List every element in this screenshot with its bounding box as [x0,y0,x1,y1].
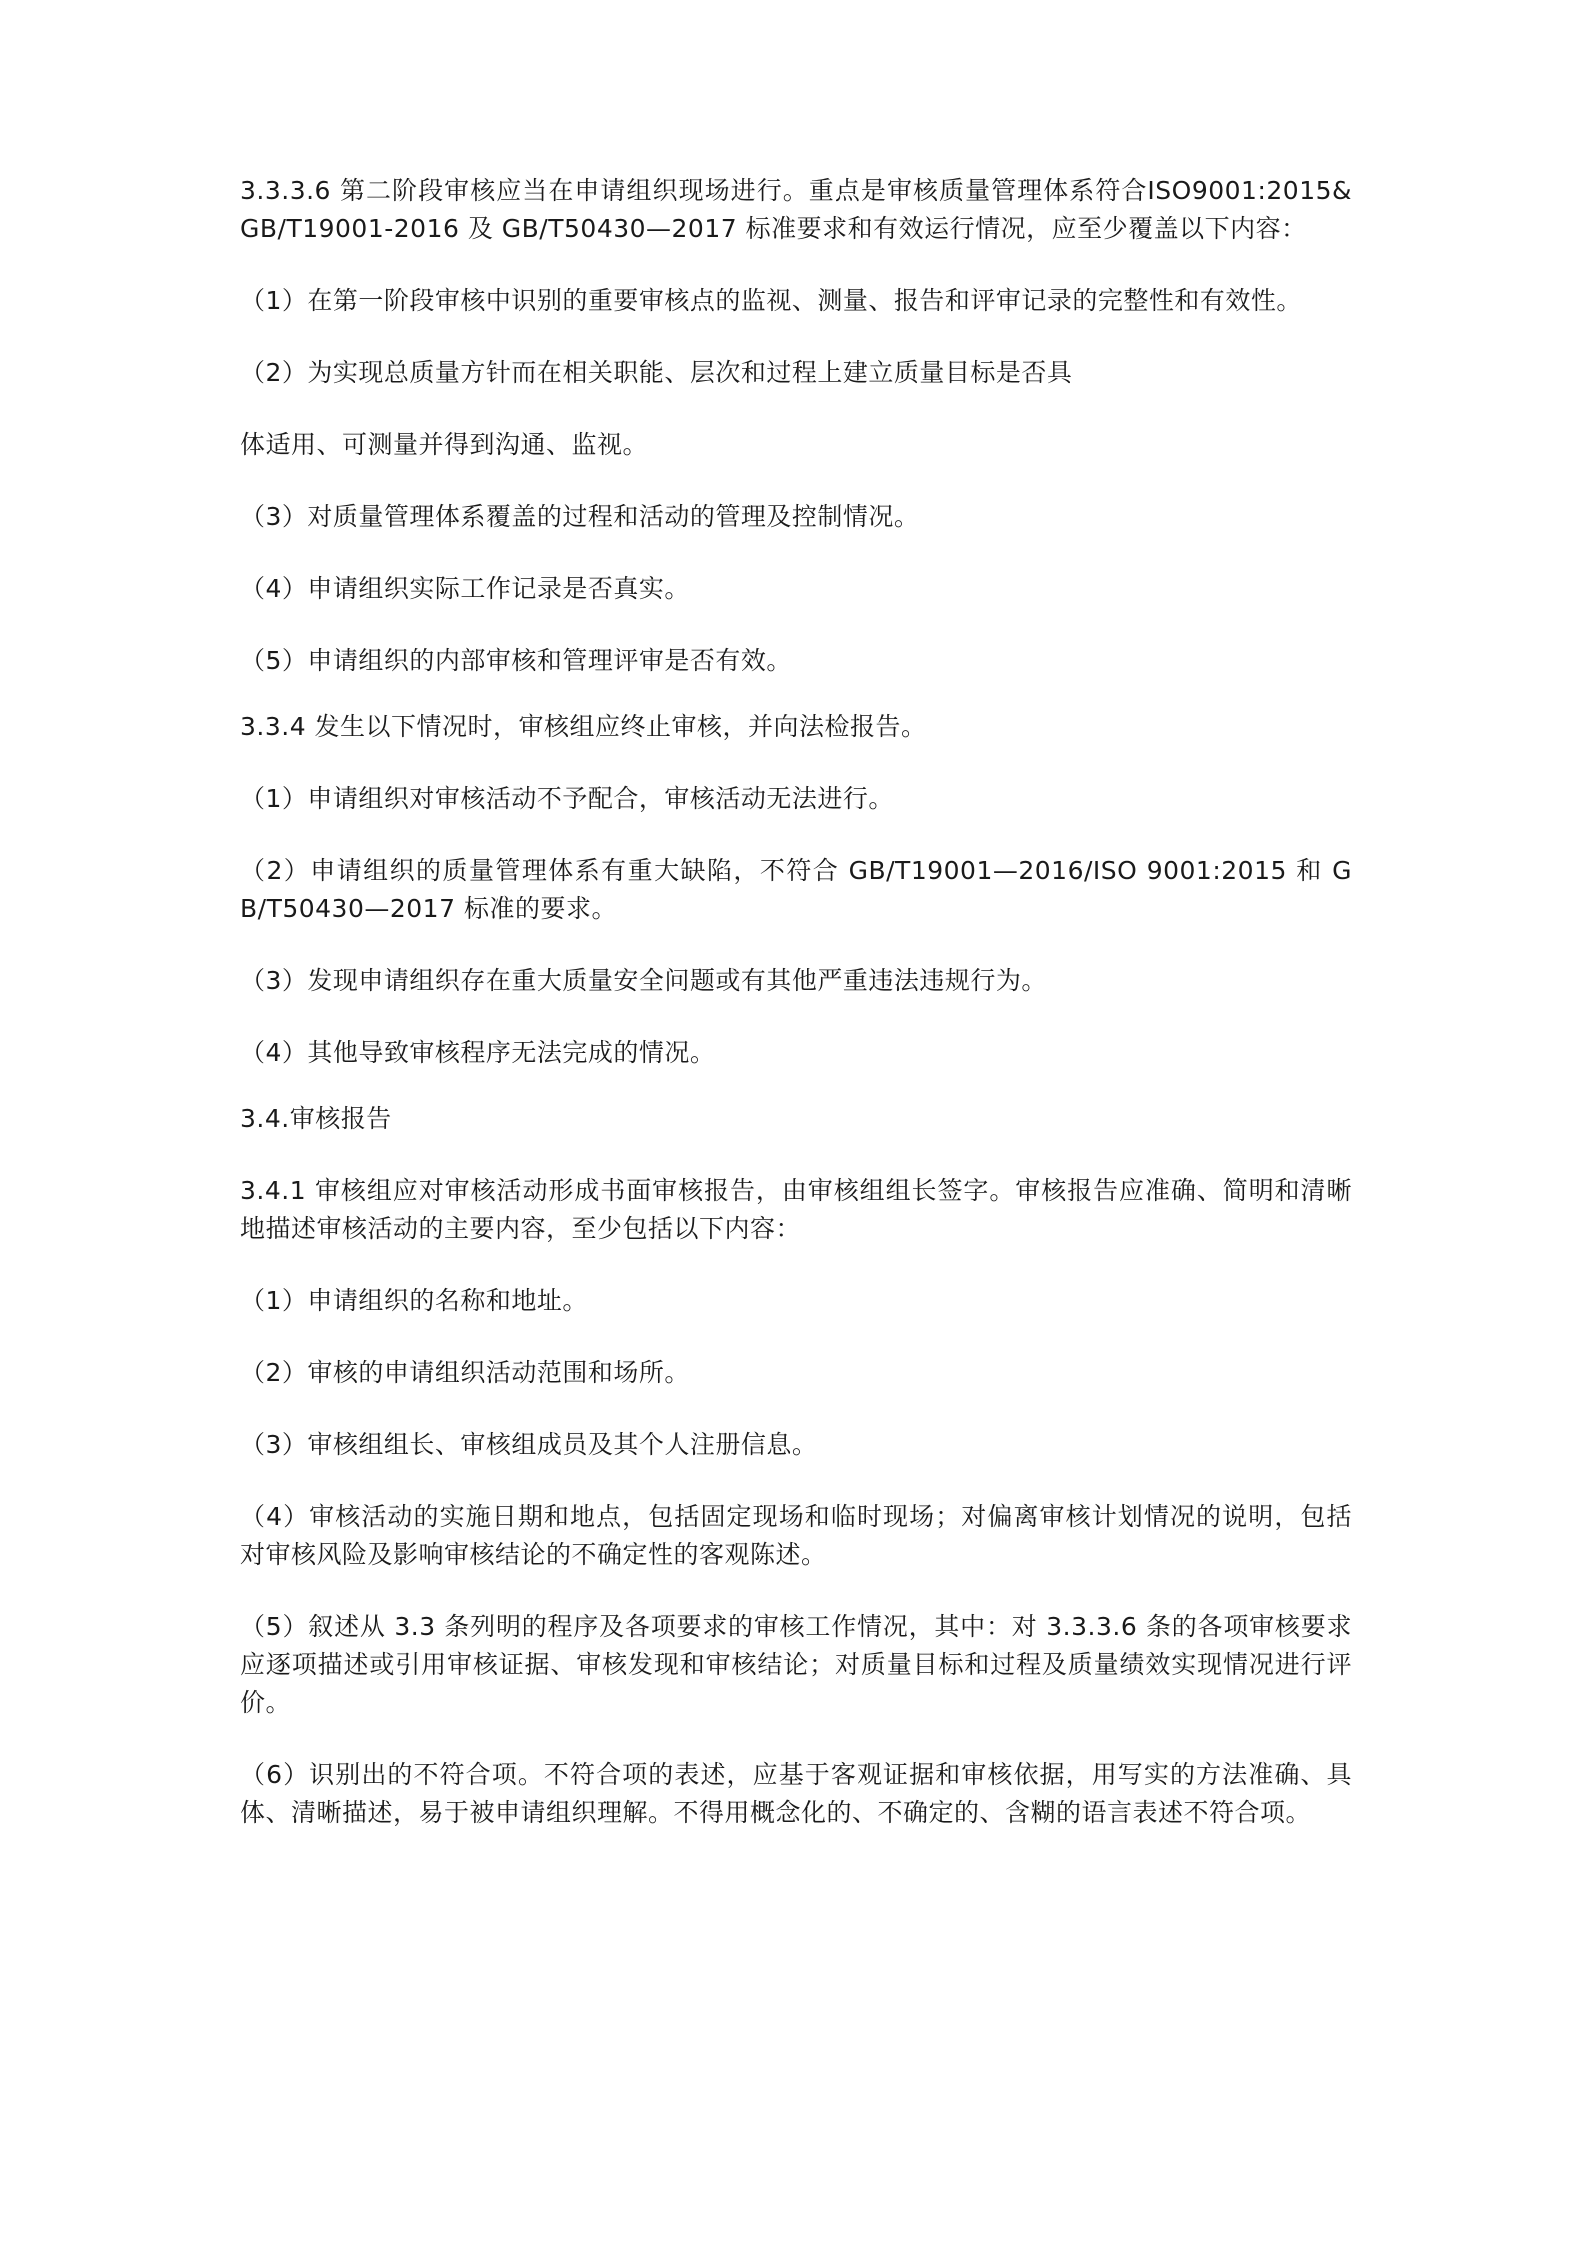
clause-3-3-3-6-item-3: （3）对质量管理体系覆盖的过程和活动的管理及控制情况。 [240,502,920,531]
clause-3-3-3-6-item-5: （5）申请组织的内部审核和管理评审是否有效。 [240,646,792,675]
section-heading-3-4: 3.4.审核报告 [240,1104,392,1133]
document-page [240,172,1352,1832]
clause-3-3-4-item-3: （3）发现申请组织存在重大质量安全问题或有其他严重违法违规行为。 [240,966,1047,995]
clause-3-4-1-item-2: （2）审核的申请组织活动范围和场所。 [240,1358,690,1387]
clause-3-4-1: 3.4.1 审核组应对审核活动形成书面审核报告，由审核组组长签字。审核报告应准确、简明和清晰地描述审核活动的主要内容，至少包括以下内容： [240,1176,1352,1243]
clause-3-4-1-item-1: （1）申请组织的名称和地址。 [240,1286,588,1315]
clause-3-3-3-6-item-4: （4）申请组织实际工作记录是否真实。 [240,574,690,603]
clause-3-3-4: 3.3.4 发生以下情况时，审核组应终止审核，并向法检报告。 [240,712,927,741]
clause-3-3-3-6-item-1: （1）在第一阶段审核中识别的重要审核点的监视、测量、报告和评审记录的完整性和有效性。 [240,286,1302,315]
clause-3-3-3-6: 3.3.3.6 第二阶段审核应当在申请组织现场进行。重点是审核质量管理体系符合ISO9001:2015&GB/T19001-2016 及 GB/T50430—2017 标准要求和有效运行情况，应至少覆盖以下内容： [240,176,1352,243]
clause-3-4-1-item-5: （5）叙述从 3.3 条列明的程序及各项要求的审核工作情况，其中：对 3.3.3.6 条的各项审核要求应逐项描述或引用审核证据、审核发现和审核结论；对质量目标和过程及质量绩效实现情况进行评价。 [240,1612,1352,1717]
clause-3-4-1-item-3: （3）审核组组长、审核组成员及其个人注册信息。 [240,1430,818,1459]
clause-3-4-1-item-4: （4）审核活动的实施日期和地点，包括固定现场和临时现场；对偏离审核计划情况的说明，包括对审核风险及影响审核结论的不确定性的客观陈述。 [240,1502,1352,1569]
clause-3-3-4-item-2: （2）申请组织的质量管理体系有重大缺陷，不符合 GB/T19001—2016/ISO 9001:2015 和 GB/T50430—2017 标准的要求。 [240,856,1352,923]
clause-3-3-3-6-item-2: （2）为实现总质量方针而在相关职能、层次和过程上建立质量目标是否具 [240,358,1073,387]
clause-3-3-4-item-1: （1）申请组织对审核活动不予配合，审核活动无法进行。 [240,784,894,813]
clause-3-4-1-item-6: （6）识别出的不符合项。不符合项的表述，应基于客观证据和审核依据，用写实的方法准确、具体、清晰描述，易于被申请组织理解。不得用概念化的、不确定的、含糊的语言表述不符合项。 [240,1760,1352,1827]
clause-3-3-3-6-item-2-continued: 体适用、可测量并得到沟通、监视。 [240,430,649,459]
clause-3-3-4-item-4: （4）其他导致审核程序无法完成的情况。 [240,1038,716,1067]
